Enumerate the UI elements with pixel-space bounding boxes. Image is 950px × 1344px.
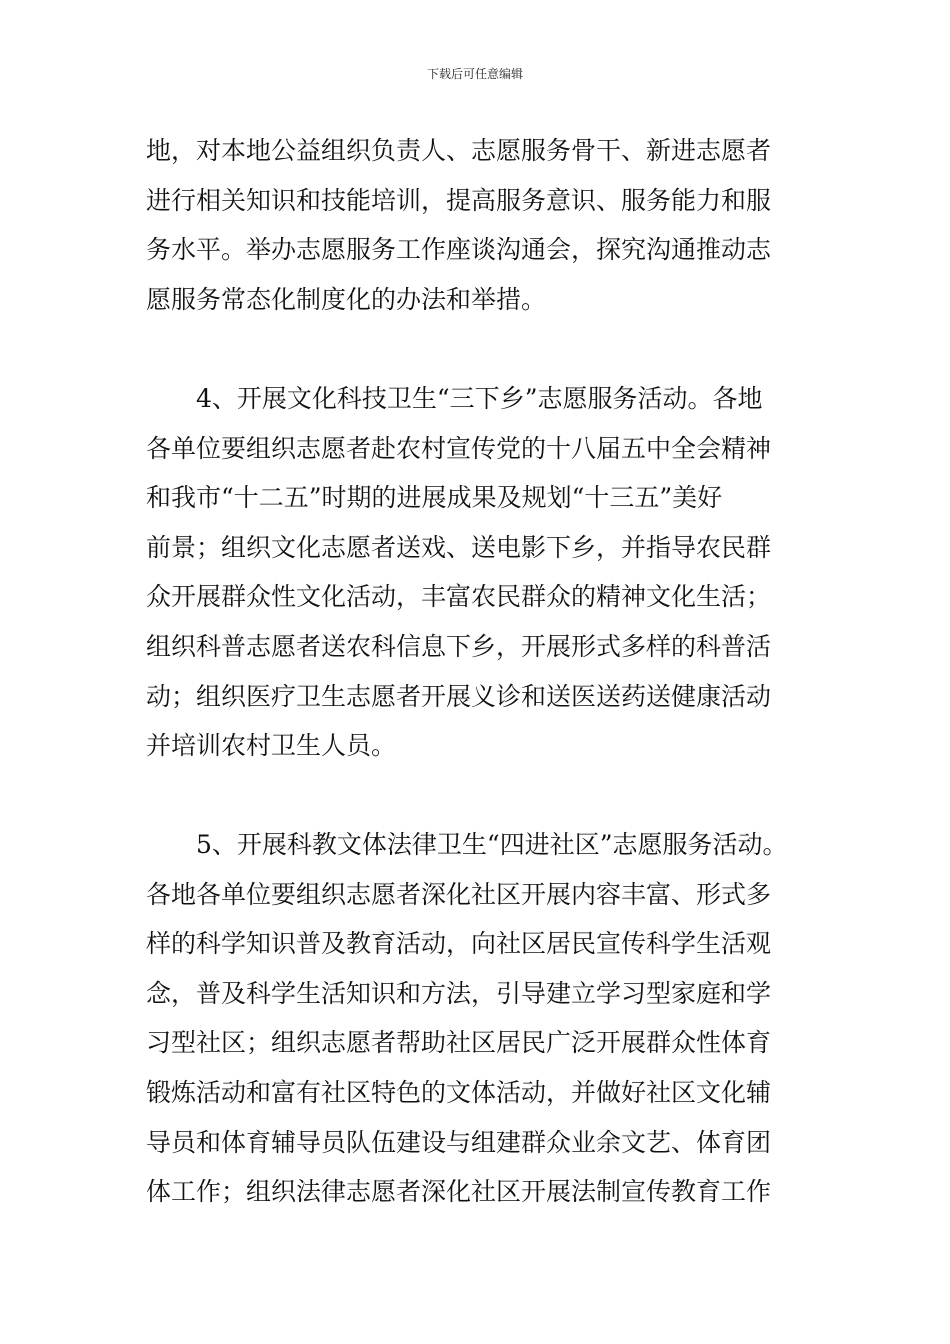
- paragraph-line: 习型社区；组织志愿者帮助社区居民广泛开展群众性体育: [146, 1028, 772, 1058]
- paragraph-2: [146, 374, 818, 771]
- paragraph-line: 愿服务常态化制度化的办法和举措。: [146, 284, 547, 314]
- paragraph-line: 前景；组织文化志愿者送戏、送电影下乡，并指导农民群: [146, 532, 772, 562]
- paragraph-line: 锻炼活动和富有社区特色的文体活动，并做好社区文化辅: [146, 1077, 772, 1107]
- paragraph-line: 进行相关知识和技能培训，提高服务意识、服务能力和服: [146, 185, 772, 215]
- paragraph-line: 样的科学知识普及教育活动，向社区居民宣传科学生活观: [146, 929, 772, 959]
- paragraph-line: 各单位要组织志愿者赴农村宣传党的十八届五中全会精神: [146, 433, 772, 463]
- paragraph-line: 地，对本地公益组织负责人、志愿服务骨干、新进志愿者: [146, 136, 772, 165]
- paragraph-line: 导员和体育辅导员队伍建设与组建群众业余文艺、体育团: [146, 1127, 772, 1157]
- paragraph-line: 念，普及科学生活知识和方法，引导建立学习型家庭和学: [146, 978, 772, 1008]
- paragraph-line: 并培训农村卫生人员。: [146, 731, 397, 761]
- paragraph-line: 务水平。举办志愿服务工作座谈沟通会，探究沟通推动志: [146, 235, 772, 265]
- paragraph-line: 和我市“十二五”时期的进展成果及规划“十三五”美好: [146, 483, 723, 513]
- paragraph-line: 众开展群众性文化活动，丰富农民群众的精神文化生活；: [146, 582, 772, 612]
- paragraph-line: 各地各单位要组织志愿者深化社区开展内容丰富、形式多: [146, 879, 772, 909]
- paragraph-line: 4、开展文化科技卫生“三下乡”志愿服务活动。各地: [196, 384, 763, 413]
- paragraph-1: [146, 126, 818, 324]
- paragraph-line: 动；组织医疗卫生志愿者开展义诊和送医送药送健康活动: [146, 681, 772, 711]
- paragraph-line: 组织科普志愿者送农科信息下乡，开展形式多样的科普活: [146, 631, 772, 661]
- paragraph-line: 5、开展科教文体法律卫生“四进社区”志愿服务活动。: [196, 830, 788, 859]
- page-header: 下载后可任意编辑: [426, 67, 523, 81]
- paragraph-3: [146, 820, 818, 1217]
- paragraph-line: 体工作；组织法律志愿者深化社区开展法制宣传教育工作: [146, 1177, 772, 1207]
